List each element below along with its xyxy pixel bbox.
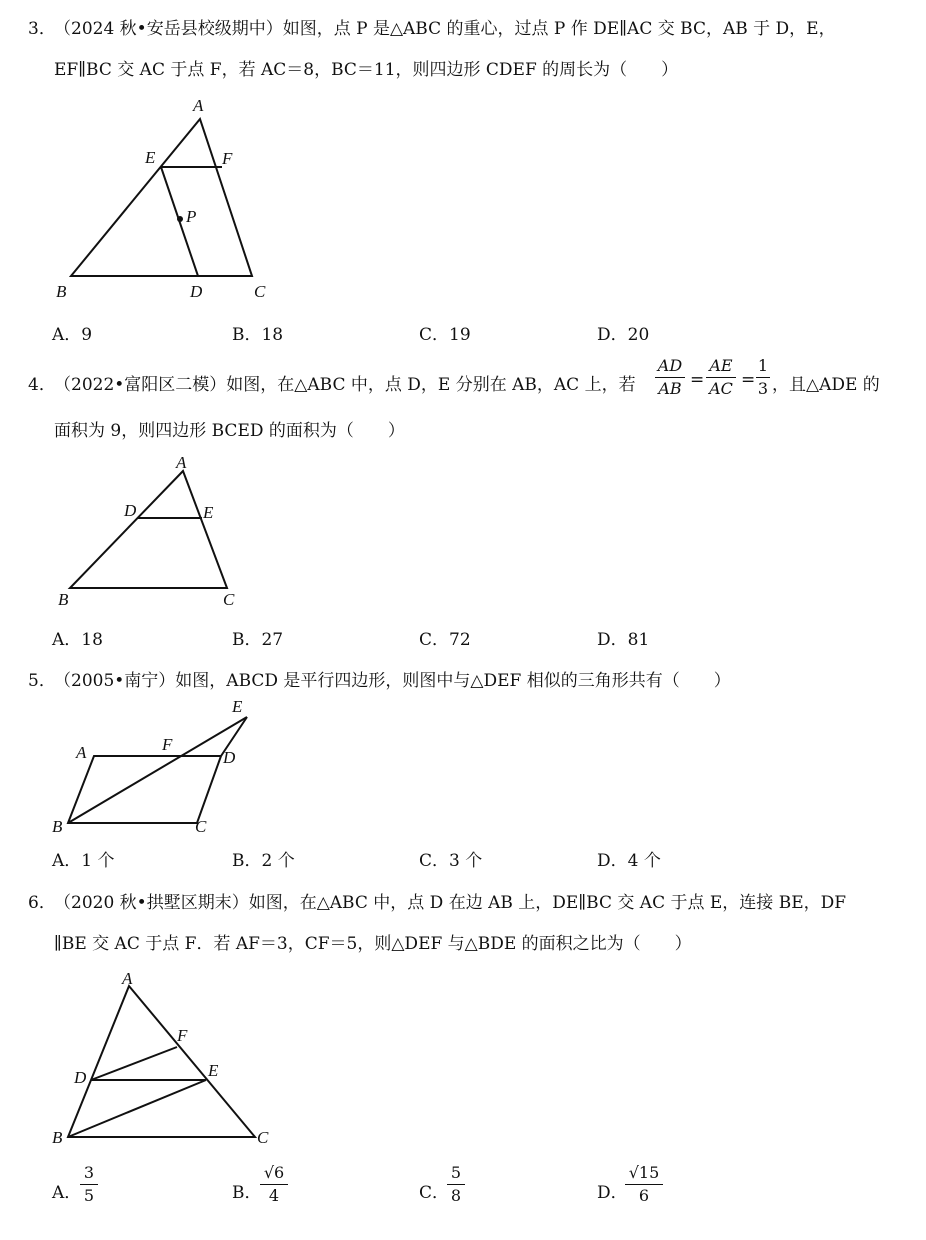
q3-figure — [50, 92, 280, 307]
q5-label-b: B — [52, 817, 63, 836]
q5-option-d[interactable]: D．4 个 — [597, 851, 661, 871]
q6-option-b-letter: B． — [232, 1183, 262, 1203]
q6-segment-df — [91, 1047, 177, 1080]
q6-option-d-letter: D． — [597, 1183, 628, 1203]
q5-label-d: D — [223, 748, 236, 767]
q4-text-line2: 面积为 9，则四边形 BCED 的面积为（ ） — [54, 421, 405, 441]
q6-option-d-fraction: √15 6 — [625, 1163, 663, 1206]
q4-number: 4． — [28, 375, 56, 395]
q5-label-f: F — [162, 735, 173, 754]
q3-option-b[interactable]: B．18 — [232, 325, 284, 345]
q5-parallelogram-abcd — [68, 756, 221, 823]
q5-segment-be — [68, 717, 247, 823]
q6-option-a-letter: A． — [52, 1183, 82, 1203]
q5-label-e: E — [232, 697, 243, 716]
q3-label-p: P — [186, 207, 197, 226]
q6-label-a: A — [122, 969, 133, 988]
q6-label-b: B — [52, 1128, 63, 1147]
q3-text-line1: （2024 秋•安岳县校级期中）如图，点 P 是△ABC 的重心，过点 P 作 DE∥AC 交 BC，AB 于 D，E， — [54, 19, 836, 39]
q3-label-b: B — [56, 282, 67, 301]
q6-option-c-fraction: 5 8 — [447, 1163, 465, 1206]
q6-text-line1: （2020 秋•拱墅区期末）如图，在△ABC 中，点 D 在边 AB 上，DE∥BC 交 AC 于点 E，连接 BE，DF — [54, 893, 847, 913]
q3-text-line2: EF∥BC 交 AC 于点 F，若 AC＝8，BC＝11，则四边形 CDEF 的周长为（ ） — [54, 60, 679, 80]
q3-option-c[interactable]: C．19 — [419, 325, 471, 345]
q3-label-e: E — [145, 148, 156, 167]
q4-fraction-ae-ac: AE AC — [706, 356, 736, 399]
q3-number: 3． — [28, 19, 56, 39]
q4-label-c: C — [223, 590, 235, 609]
q5-option-c[interactable]: C．3 个 — [419, 851, 483, 871]
q6-option-b-fraction: √6 4 — [260, 1163, 288, 1206]
q4-label-b: B — [58, 590, 69, 609]
q5-label-c: C — [195, 817, 207, 836]
q6-figure — [50, 965, 280, 1155]
q5-text-line1: （2005•南宁）如图，ABCD 是平行四边形，则图中与△DEF 相似的三角形共有（ ） — [54, 671, 731, 691]
q3-label-c: C — [254, 282, 266, 301]
q5-figure — [50, 695, 260, 840]
q4-label-d: D — [124, 501, 137, 520]
q4-text-a: （2022•富阳区二模）如图，在△ABC 中，点 D，E 分别在 AB，AC 上，若 — [54, 375, 636, 395]
q4-option-b[interactable]: B．27 — [232, 630, 284, 650]
q4-fraction-ad-ab: AD AB — [655, 356, 685, 399]
q6-number: 6． — [28, 893, 56, 913]
q6-option-c-letter: C． — [419, 1183, 450, 1203]
q6-label-e: E — [208, 1061, 219, 1080]
q4-fraction-one-third: 1 3 — [757, 356, 769, 398]
q4-equals-2: = — [741, 370, 756, 390]
q3-label-a: A — [193, 96, 204, 115]
q6-option-a-fraction: 3 5 — [80, 1163, 98, 1206]
q4-triangle-abc — [70, 471, 227, 588]
q3-option-a[interactable]: A．9 — [52, 325, 93, 345]
q3-point-p — [177, 216, 183, 222]
q6-triangle-abc — [68, 986, 255, 1137]
q4-label-a: A — [176, 453, 187, 472]
q5-option-b[interactable]: B．2 个 — [232, 851, 295, 871]
q6-label-d: D — [74, 1068, 87, 1087]
q6-label-c: C — [257, 1128, 269, 1147]
q4-option-d[interactable]: D．81 — [597, 630, 650, 650]
q3-option-d[interactable]: D．20 — [597, 325, 650, 345]
q3-triangle-abc — [71, 119, 252, 276]
q5-label-a: A — [76, 743, 87, 762]
q4-option-c[interactable]: C．72 — [419, 630, 471, 650]
q5-number: 5． — [28, 671, 56, 691]
q4-label-e: E — [203, 503, 214, 522]
q3-label-f: F — [222, 149, 233, 168]
q4-figure — [50, 452, 260, 612]
q6-segment-be — [68, 1080, 206, 1137]
q4-text-b: ，且△ADE 的 — [772, 375, 880, 395]
q5-option-a[interactable]: A．1 个 — [52, 851, 115, 871]
q4-equals-1: = — [690, 370, 705, 390]
q3-label-d: D — [190, 282, 203, 301]
q4-option-a[interactable]: A．18 — [52, 630, 103, 650]
q6-text-line2: ∥BE 交 AC 于点 F．若 AF＝3，CF＝5，则△DEF 与△BDE 的面积之比为（ ） — [54, 934, 692, 954]
q6-label-f: F — [177, 1026, 188, 1045]
